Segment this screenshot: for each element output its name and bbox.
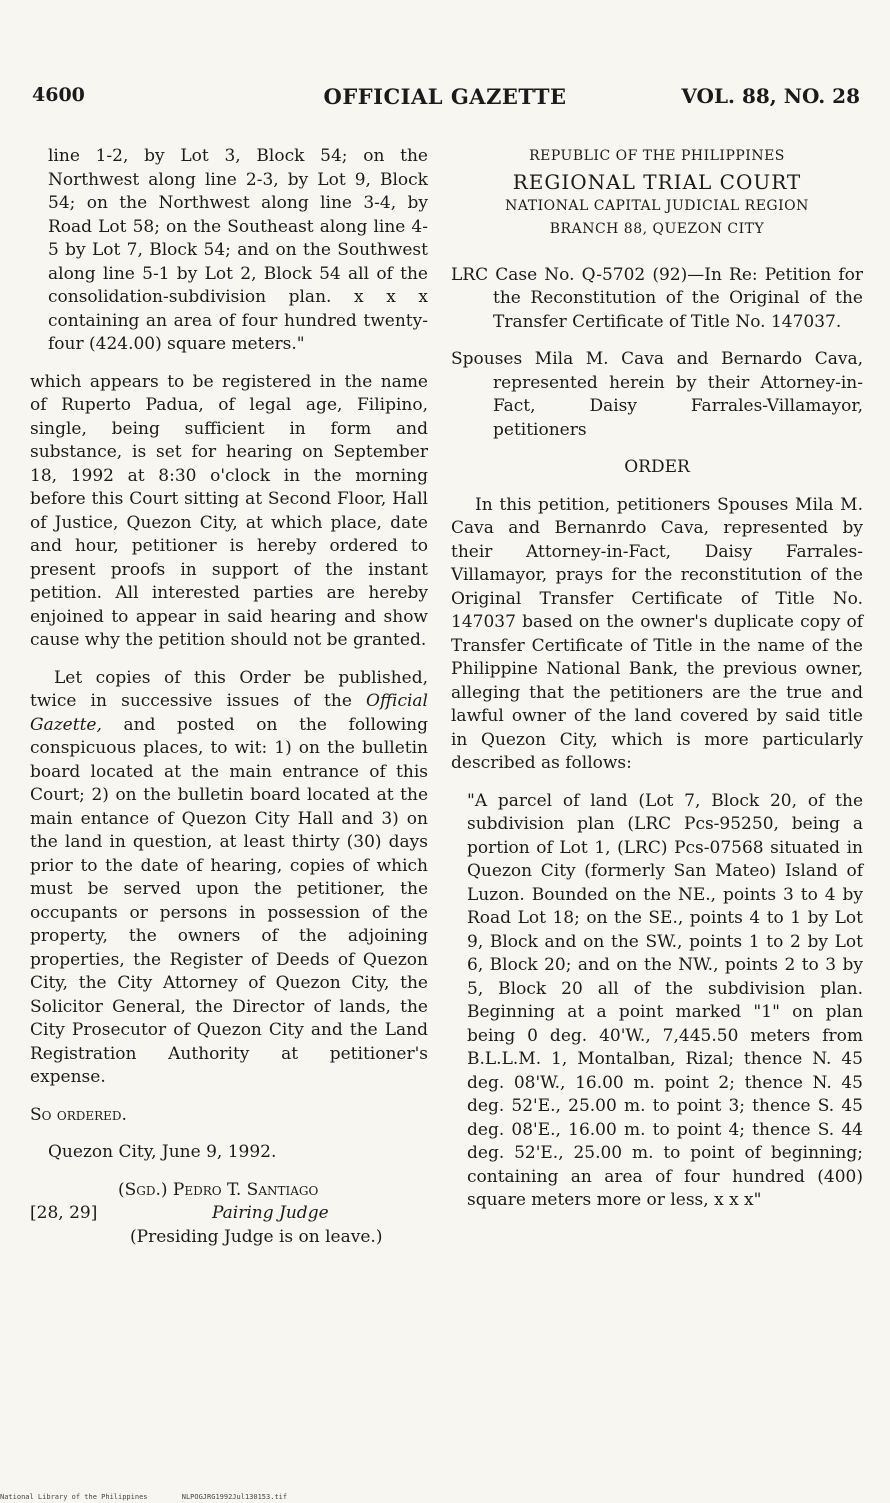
order-date: Quezon City, June 9, 1992.: [48, 1142, 277, 1162]
scan-footer: [0, 1493, 317, 1501]
file-reference: NLPOGJRG1992Jul130153.tif: [181, 1493, 288, 1501]
judge-note: (Presiding Judge is on leave.): [130, 1226, 383, 1247]
page-number: 4600: [32, 84, 85, 106]
court-republic: REPUBLIC OF THE PHILIPPINES: [529, 148, 785, 164]
signature-title-line: [30, 1202, 428, 1226]
gazette-italic: Official Gazette,: [30, 691, 428, 735]
judge-title: Pairing Judge: [212, 1203, 329, 1223]
so-ordered: So ordered.: [30, 1104, 127, 1125]
property-description: "A parcel of land (Lot 7, Block 20, of the subdivision plan (LRC Pcs-95250, being a portion of Lot 1, (LRC) Pcs-07568 situated in Quezon City (formerly San Mateo) Island of Luzon. Bounded on the NE., points 3 to 4 by Road Lot 18; on the SE., points 4 to 1 by Lot 9, Block and on the SW., points 1 to 2 by Lot 6, Block 20; and on the NW., points 2 to 3 by 5, Block 20 all of the subdivision plan. Beginning at a point marked "1" on plan being 0 deg. 40'W., 7,445.50 meters from B.L.L.M. 1, Montalban, Rizal; thence N. 45 deg. 08'W., 16.00 m. point 2; thence N. 45 deg. 52'E., 25.00 m. to point 3; thence S. 45 deg. 08'E., 16.00 m. to point 4; thence S. 44 deg. 52'E., 25.00 m. to point of beginning; containing an area of four hundred (400) square meters more or less, x x x": [467, 790, 863, 1210]
page-header: [30, 84, 860, 114]
library-credit: National Library of the Philippines: [0, 1493, 148, 1501]
hearing-paragraph: which appears to be registered in the name of Ruperto Padua, of legal age, Filipino, single, being sufficient in form and substance, is set for hearing on September 18, 1992 at 8:30 o'clock in the morning before this Court sitting at Second Floor, Hall of Justice, Quezon City, at which place, date and hour, petitioner is hereby ordered to present proofs in support of the instant petition. All interested parties are hereby enjoined to appear in said hearing and show cause why the petition should not be granted.: [30, 371, 428, 650]
publication-title: OFFICIAL GAZETTE: [323, 84, 567, 109]
publication-paragraph: [30, 667, 428, 1090]
volume-number: VOL. 88, NO. 28: [681, 84, 860, 108]
publication-text-rest: and posted on the following conspicuous places, to wit: 1) on the bulletin board located at the main entrance of this Court; 2) on the bulletin board located at the main entance of Quezon City Hall and 3) on the land in question, at least thirty (30) days prior to the date of hearing, copies of which must be served upon the petitioner, the occupants or persons in possession of the property, the owners of the adjoining properties, the Register of Deeds of Quezon City, the City Attorney of Quezon City, the Solicitor General, the Director of lands, the City Prosecutor of Quezon City and the Land Registration Authority at petitioner's expense.: [30, 714, 428, 1087]
judge-signature: (Sgd.) Pedro T. Santiago: [118, 1179, 319, 1200]
case-title: LRC Case No. Q-5702 (92)—In Re: Petition for the Reconstitution of the Original of the Transfer Certificate of Title No. 147037.: [451, 264, 863, 332]
right-column: [451, 145, 863, 1213]
court-region: NATIONAL CAPITAL JUDICIAL REGION: [505, 197, 809, 214]
order-paragraph: In this petition, petitioners Spouses Mila M. Cava and Bernanrdo Cava, represented by their Attorney-in-Fact, Daisy Farrales-Villamayor, prays for the reconstitution of the Original Transfer Certificate of Title No. 147037 based on the owner's duplicate copy of Transfer Certificate of Title in the name of the Philippine National Bank, the previous owner, alleging that the petitioners are the true and lawful owner of the land covered by said title in Quezon City, which is more particularly described as follows:: [451, 494, 863, 773]
court-name: REGIONAL TRIAL COURT: [512, 169, 802, 194]
case-parties: Spouses Mila M. Cava and Bernardo Cava, represented herein by their Attorney-in-Fact, Daisy Farrales-Villamayor, petitioners: [451, 349, 863, 440]
order-heading: ORDER: [624, 457, 690, 477]
property-description-continuation: line 1-2, by Lot 3, Block 54; on the Northwest along line 2-3, by Lot 9, Block 54; on the Northwest along line 3-4, by Road Lot 58; on the Southeast along line 4-5 by Lot 7, Block 54; and on the Southwest along line 5-1 by Lot 2, Block 54 all of the consolidation-subdivision plan. x x x containing an area of four hundred twenty-four (424.00) square meters.": [48, 146, 428, 354]
publication-text: Let copies of this Order be published, twice in successive issues of the: [30, 667, 428, 711]
court-branch: BRANCH 88, QUEZON CITY: [549, 221, 765, 237]
issue-reference: [28, 29]: [30, 1203, 98, 1223]
left-column: [30, 145, 428, 1249]
